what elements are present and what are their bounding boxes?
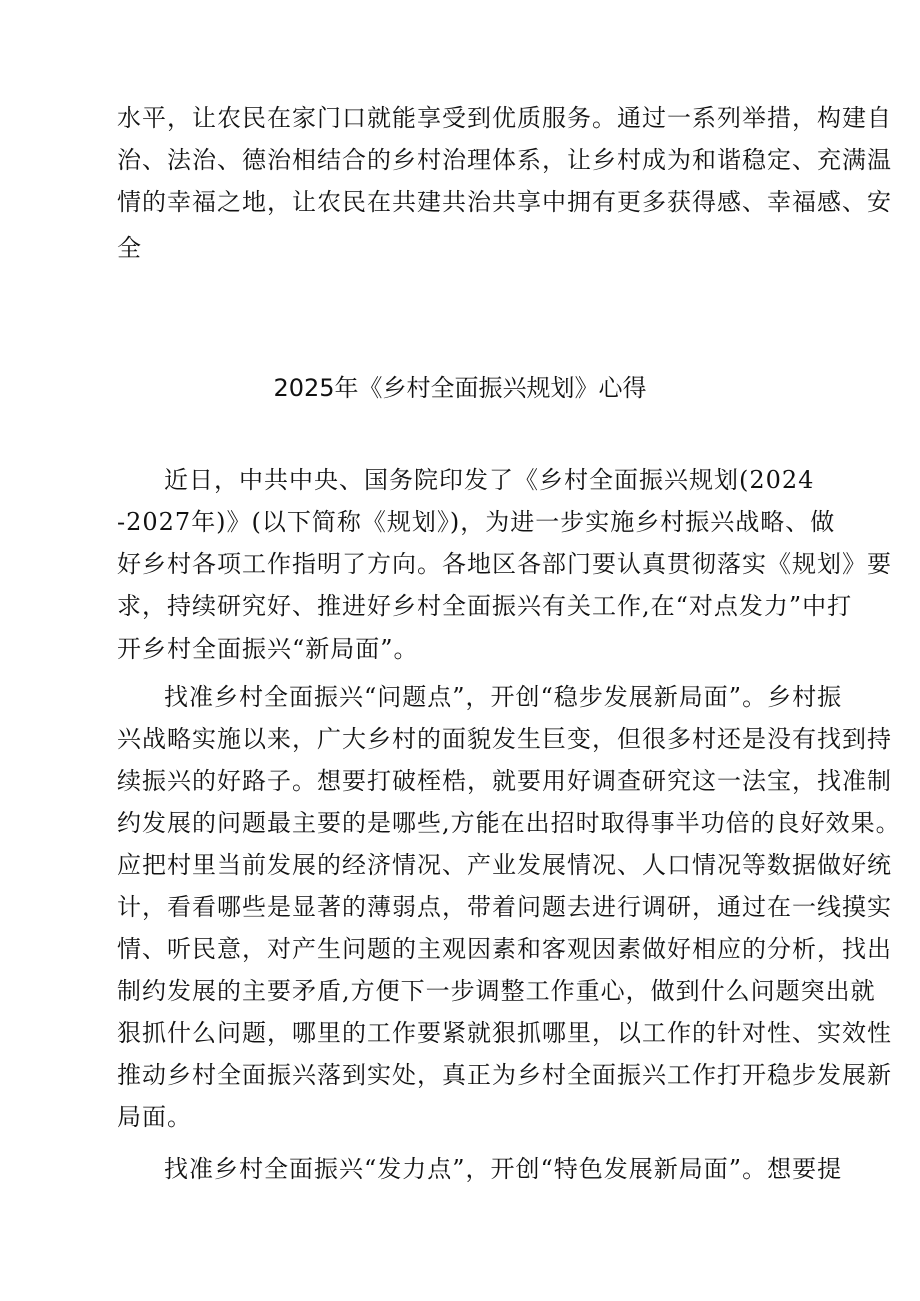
paragraph1-line-2: -2027年)》(以下简称《规划》)，为进一步实施乡村振兴战略、做 (117, 508, 836, 536)
continuation-line-4: 全 (117, 234, 142, 262)
paragraph1-line-3: 好乡村各项工作指明了方向。各地区各部门要认真贯彻落实《规划》要 (117, 550, 892, 578)
paragraph2-line-11: 局面。 (117, 1103, 192, 1131)
paragraph1-line-4: 求，持续研究好、推进好乡村全面振兴有关工作,在“对点发力”中打 (117, 592, 853, 620)
paragraph1-line-5: 开乡村全面振兴“新局面”。 (117, 635, 419, 663)
paragraph2-line-1: 找准乡村全面振兴“问题点”，开创“稳步发展新局面”。乡村振 (164, 683, 843, 711)
paragraph2-line-6: 计，看看哪些是显著的薄弱点，带着问题去进行调研，通过在一线摸实 (117, 893, 892, 921)
paragraph2-line-3: 续振兴的好路子。想要打破桎梏，就要用好调查研究这一法宝，找准制 (117, 767, 892, 795)
paragraph2-line-5: 应把村里当前发展的经济情况、产业发展情况、人口情况等数据做好统 (117, 851, 892, 879)
continuation-line-1: 水平，让农民在家门口就能享受到优质服务。通过一系列举措，构建自 (117, 104, 892, 132)
paragraph2-line-8: 制约发展的主要矛盾,方便下一步调整工作重心，做到什么问题突出就 (117, 977, 876, 1005)
paragraph3-line-1: 找准乡村全面振兴“发力点”，开创“特色发展新局面”。想要提 (164, 1155, 843, 1183)
paragraph2-line-4: 约发展的问题最主要的是哪些,方能在出招时取得事半功倍的良好效果。 (117, 809, 901, 837)
paragraph1-line-1: 近日，中共中央、国务院印发了《乡村全面振兴规划(2024 (164, 466, 815, 494)
paragraph2-line-7: 情、听民意，对产生问题的主观因素和客观因素做好相应的分析，找出 (117, 935, 892, 963)
continuation-line-3: 情的幸福之地，让农民在共建共治共享中拥有更多获得感、幸福感、安 (117, 188, 892, 216)
continuation-line-2: 治、法治、德治相结合的乡村治理体系，让乡村成为和谐稳定、充满温 (117, 146, 892, 174)
document-title: 2025年《乡村全面振兴规划》心得 (273, 374, 647, 402)
paragraph2-line-2: 兴战略实施以来，广大乡村的面貌发生巨变，但很多村还是没有找到持 (117, 725, 892, 753)
paragraph2-line-10: 推动乡村全面振兴落到实处，真正为乡村全面振兴工作打开稳步发展新 (117, 1061, 892, 1089)
paragraph2-line-9: 狠抓什么问题，哪里的工作要紧就狠抓哪里，以工作的针对性、实效性 (117, 1019, 892, 1047)
